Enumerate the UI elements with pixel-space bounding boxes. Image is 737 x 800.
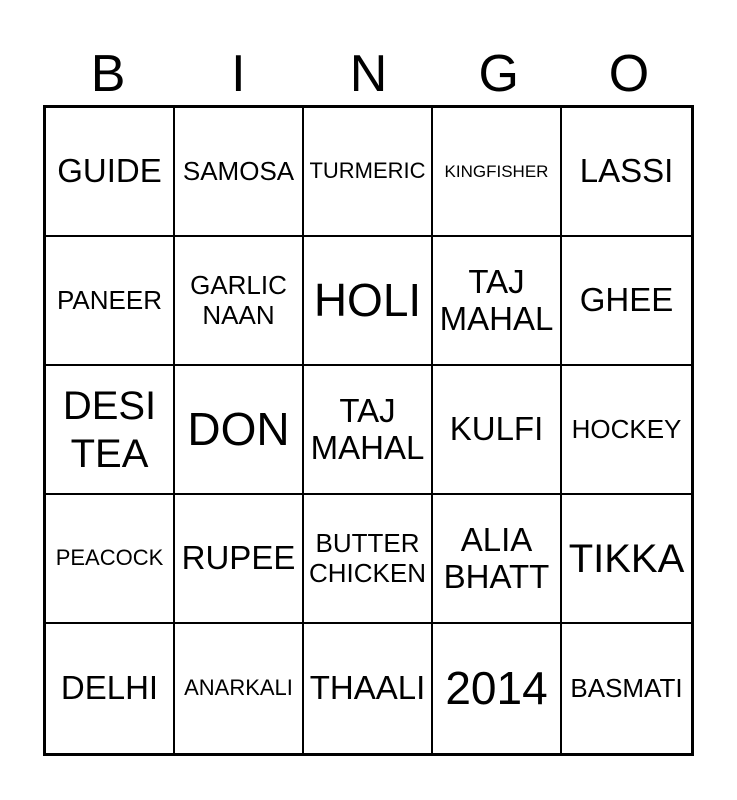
bingo-cell[interactable]: [433, 495, 562, 624]
cell-label: THAALI: [309, 669, 426, 707]
cell-label: KULFI: [449, 410, 544, 448]
bingo-cell[interactable]: [304, 237, 433, 366]
cell-label: SAMOSA: [182, 155, 295, 186]
bingo-cell[interactable]: [562, 495, 691, 624]
cell-label: TAJ MAHAL: [310, 391, 425, 466]
bingo-cell[interactable]: [46, 624, 175, 753]
cell-label: PEACOCK: [55, 545, 164, 571]
bingo-cell[interactable]: [562, 624, 691, 753]
bingo-cell[interactable]: [46, 495, 175, 624]
bingo-cell[interactable]: [175, 366, 304, 495]
cell-label: GARLIC NAAN: [190, 270, 287, 330]
bingo-cell[interactable]: [175, 108, 304, 237]
bingo-cell[interactable]: [175, 237, 304, 366]
cell-label: HOLI: [313, 273, 422, 326]
cell-label: ALIA BHATT: [443, 520, 550, 595]
bingo-board: [43, 105, 694, 756]
cell-label: PANEER: [57, 284, 162, 315]
bingo-header: [43, 44, 694, 104]
cell-label: GHEE: [579, 281, 674, 319]
bingo-cell[interactable]: [304, 495, 433, 624]
cell-label: DESI TEA: [62, 383, 157, 476]
cell-label: TAJ MAHAL: [439, 262, 554, 337]
bingo-cell[interactable]: [304, 624, 433, 753]
bingo-cell[interactable]: [46, 366, 175, 495]
bingo-cell[interactable]: [46, 108, 175, 237]
bingo-cell[interactable]: [304, 108, 433, 237]
bingo-cell[interactable]: [433, 237, 562, 366]
cell-label: BASMATI: [570, 672, 683, 703]
cell-label: BUTTER CHICKEN: [308, 528, 426, 588]
bingo-cell[interactable]: [433, 108, 562, 237]
cell-label: 2014: [445, 661, 548, 714]
bingo-cell[interactable]: [562, 366, 691, 495]
bingo-cell[interactable]: [175, 495, 304, 624]
header-letter-i: I: [231, 45, 246, 103]
cell-label: DON: [187, 402, 290, 455]
cell-label: TIKKA: [568, 536, 685, 581]
cell-label: GUIDE: [57, 152, 162, 190]
bingo-cell[interactable]: [433, 624, 562, 753]
cell-label: RUPEE: [181, 539, 296, 577]
bingo-cell[interactable]: [46, 237, 175, 366]
header-letter-n: N: [349, 45, 388, 103]
bingo-cell[interactable]: [562, 108, 691, 237]
cell-label: LASSI: [579, 152, 674, 190]
header-letter-o: O: [608, 45, 650, 103]
bingo-cell[interactable]: [433, 366, 562, 495]
cell-label: HOCKEY: [571, 413, 682, 444]
header-letter-b: B: [90, 45, 126, 103]
cell-label: TURMERIC: [309, 158, 426, 184]
bingo-cell[interactable]: [175, 624, 304, 753]
bingo-cell[interactable]: [562, 237, 691, 366]
cell-label: KINGFISHER: [444, 161, 549, 181]
cell-label: ANARKALI: [184, 675, 293, 701]
cell-label: DELHI: [60, 669, 159, 707]
header-letter-g: G: [478, 45, 519, 103]
bingo-cell[interactable]: [304, 366, 433, 495]
